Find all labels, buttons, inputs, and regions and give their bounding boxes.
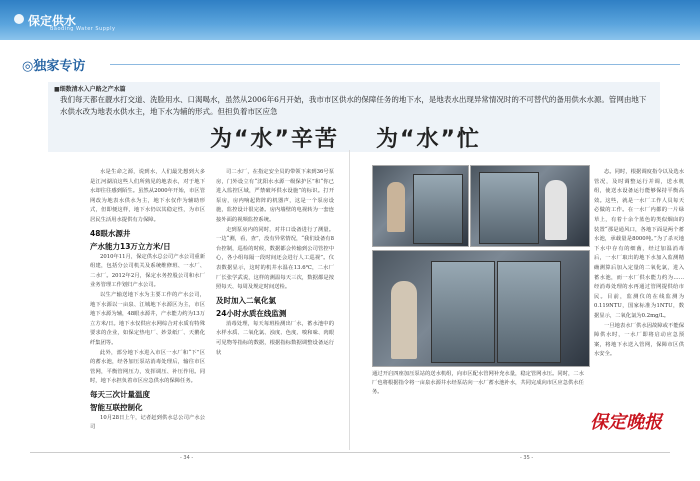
lead-paragraph: 我们每天都在靓水打交道、洗脸用水、口渴喝水，虽然从2006年6月开始，我市市区供水的保障任务的地下水，是地表水出现异常情况时的不可替代的备用供水水源。管网由地下水供水改为地表水供水主，地下水为辅的形式。但担负着市区应急: [60, 95, 647, 116]
worker-figure: [391, 281, 417, 359]
paragraph: 消毒处理，每天每班检测出厂水，蓄水池中的水样水质、二氧化氯、浊度、色度、嗅和味、肉眼可见物等指标的数据，根据指标数据调整设备运行状: [216, 320, 334, 356]
article-column-2: [216, 168, 334, 450]
logo-text: 保定供水: [28, 14, 77, 28]
page-gutter: [349, 150, 350, 450]
cabinet-shape: [479, 172, 539, 244]
section-divider: [110, 64, 680, 65]
paragraph: 水是生命之源，说到水，人们最先想到大多是江河湖泊这些人们所熟见的地表水，对于地下水却往往感到陌生。虽然从2000年开始，市区管网改为地表水供水为主，地下水仅作为辅助形式，但即便这样，地下水仍以其稳定性，为市区居民生活用水提供有力保障。: [90, 169, 205, 223]
worker-figure: [545, 180, 567, 240]
subheading: 及时加入二氧化氯: [216, 295, 276, 305]
photo-control-cabinet: [372, 165, 469, 247]
article-column-3: [594, 168, 684, 403]
logo-subtitle: Baoding Water Supply: [50, 26, 116, 32]
paragraph: 司二水厂，在指定安全员的带领下来到36号泵房，门外设立有“沈阳水水源一级保护区”和“你已进入监控区域，严禁破坏供水设施”的标识。打开泵房，房内响起阵阵的机器声，这是一个泵房设施，监控设计很完备。房内墙壁的电视转为一套连接外面的视频监控系统。: [216, 169, 334, 223]
paragraph: 此外，部分地下水进入市区一水厂和“下”区的蓄水池，经各加压泵站消毒处理后，输往市区管网，平衡管网压力，发挥调压、补压作用。同时，地下水担负着市区应急供水的保障任务。: [90, 349, 205, 385]
section-title: ◎独家专访: [22, 59, 86, 74]
paragraph: 一旦地表水厂供水因故障或不能保障供水时，一水厂即将启动应急预案，将地下水送入管网，保障市区供水安全。: [594, 322, 684, 358]
photo-inspection: [470, 165, 590, 247]
headline-left: 为“水”辛苦: [210, 127, 339, 152]
footer-divider: [30, 452, 670, 453]
column-label: ■细数清水入户路之产水篇: [54, 86, 126, 93]
paragraph: 2010年11月，保定供水总公司产水公司重新组建，包括分公司机关及系统维修班、一水厂、二水厂。2012年2月，保定水务控股公司和水厂业务管理工作划归产水公司。: [90, 253, 205, 289]
photo-equipment-room: [372, 250, 590, 367]
cabinet-shape: [431, 261, 495, 363]
cabinet-shape: [413, 174, 463, 244]
newspaper-masthead: 保定晚报: [590, 412, 662, 433]
photo-caption: 通过开启四座加压泵站的送水机组，向市区配水管网补充水量，稳定管网水压。同时，二水厂也将根据指令将一亩泉水源井水经泵站向一水厂蓄水池补水，共同完成向市区应急供水任务。: [372, 371, 584, 395]
logo-icon: [14, 14, 24, 24]
paragraph: 以生产输送地下水为主要工作的产水公司，地下水源以一亩泉、江城地下水源区为主，市区地下水源为辅，48眼水源井，产水能力约为13万立方米/日。地下水仅供应水网综合对水质有特殊要求的企业，如保定热电厂、妙景纸厂、天鹅化纤集团等。: [90, 291, 205, 346]
paragraph: 10月28日上午，记者赶到供水总公司产水公司: [90, 414, 205, 431]
subheading: 48眼水源井: [90, 228, 131, 238]
page-number-left: - 34 -: [180, 455, 194, 461]
paragraph: 走到泵房内的同时，对井口设备进行了测量。一边“测，看，查”，没有异常情况，“我们设备有8台控制，巡检的时候，数据都会传输到公司管控中心，各小组每隔一段时间还会进行人工巡视”。仪表数据显示，这时的机井水温在13.6℃，二水厂厂长张学武说，这样的测温每天三次，数据都是按照每天、每周及规定时间送检。: [216, 226, 334, 291]
subheading: 产水能力13万立方米/日: [90, 241, 171, 251]
headline-right: 为“水”忙: [376, 127, 481, 152]
page-number-right: - 35 -: [520, 455, 534, 461]
paragraph: 态。同时，根据调度指令以及选水管况，及时调整运行并调，送水机组，使送水设备运行能够保持平衡高效。这些，就是一水厂工作人员每天必做的工作。在一水厂内都的一片绿草上，有着十余个蓝色的类似烟囱的装置“那是通风口，各地下面是两个蓄水池，承载量是8000吨。”为了杀灭地下水中存有的细菌，经过加温消毒后，一水厂取出的地下水加入监测精确测算后加入定量的二氧化氯，进入蓄水池，而一水厂供水能力约为……经消毒处理的水再通过管网提供给市民。目前，监测仪的在线监测为0.119NTU，国家标准为1NTU，数据显示，二氧化氯为0.2mg/L。: [594, 169, 684, 319]
cabinet-shape: [497, 261, 561, 363]
subheading: 智能互联控制化: [90, 402, 143, 412]
header-band: [0, 0, 700, 40]
article-column-1: [90, 168, 205, 450]
subheading: 每天三次计量温度: [90, 389, 150, 399]
subheading: 24小时水质在线监测: [216, 308, 287, 318]
worker-figure: [387, 182, 405, 232]
